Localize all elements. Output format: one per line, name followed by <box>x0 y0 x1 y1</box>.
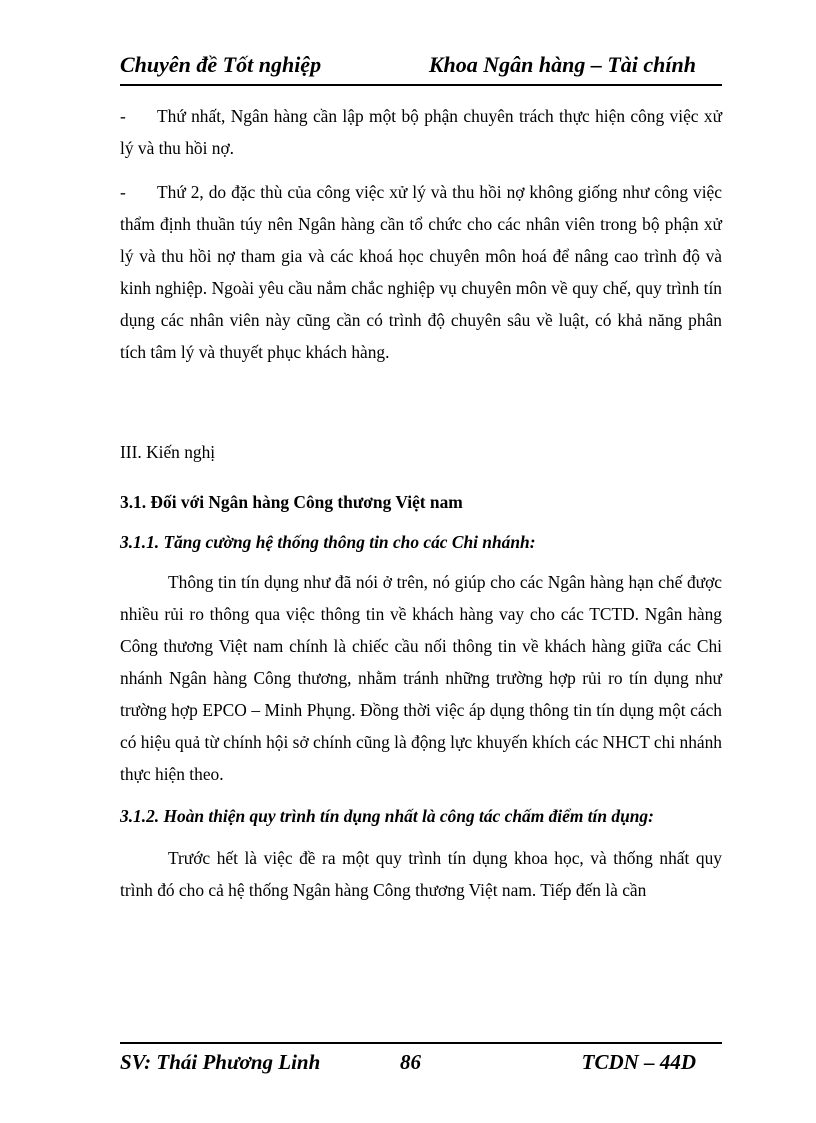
bullet-paragraph-2 <box>120 176 722 368</box>
paragraph-4: Trước hết là việc đề ra một quy trình tín dụng khoa học, và thống nhất quy trình đó cho cả hệ thống Ngân hàng Công thương Việt nam. Tiếp đến là cần <box>120 848 722 900</box>
paragraph-3: Thông tin tín dụng như đã nói ở trên, nó giúp cho các Ngân hàng hạn chế được nhiều rủi ro thông qua việc thông tin về khách hàng vay cho các TCTD. Ngân hàng Công thương Việt nam chính là chiếc cầu nối thông tin về khách hàng giữa các Chi nhánh Ngân hàng Công thương, nhằm tránh những trường hợp rủi ro tín dụng như trường hợp EPCO – Minh Phụng. Đồng thời việc áp dụng thông tin tín dụng một cách có hiệu quả từ chính hội sở chính cũng là động lực khuyến khích các NHCT chi nhánh thực hiện theo. <box>120 572 722 784</box>
bullet-dash: - <box>120 182 126 202</box>
footer-student-name: SV: Thái Phương Linh <box>120 1050 321 1074</box>
bullet-paragraph-1 <box>120 100 722 164</box>
header-title: Chuyên đề Tốt nghiệp <box>120 52 322 77</box>
subsection-heading-3-1-2: 3.1.2. Hoàn thiện quy trình tín dụng nhất là công tác chấm điểm tín dụng: <box>120 806 654 826</box>
page-body <box>120 96 722 906</box>
footer-page-number: 86 <box>400 1050 421 1074</box>
page-header <box>120 50 722 86</box>
subsection-heading-3-1: 3.1. Đối với Ngân hàng Công thương Việt nam <box>120 492 463 512</box>
bullet-dash: - <box>120 106 126 126</box>
paragraph-text: Thứ 2, do đặc thù của công việc xử lý và thu hồi nợ không giống như công việc thẩm định thuần túy nên Ngân hàng cần tổ chức cho các nhân viên trong bộ phận xử lý và thu hồi nợ tham gia và các khoá học chuyên môn hoá để nâng cao trình độ và kinh nghiệp. Ngoài yêu cầu nắm chắc nghiệp vụ chuyên môn về quy chế, quy trình tín dụng các nhân viên này cũng cần có trình độ chuyên sâu về luật, có khả năng phân tích tâm lý và thuyết phục khách hàng. <box>120 182 722 362</box>
section-heading: III. Kiến nghị <box>120 442 216 462</box>
subsection-heading-3-1-1: 3.1.1. Tăng cường hệ thống thông tin cho các Chi nhánh: <box>120 532 536 552</box>
footer-class-code: TCDN – 44D <box>581 1050 696 1074</box>
page-footer <box>120 1042 722 1080</box>
header-department: Khoa Ngân hàng – Tài chính <box>428 52 696 77</box>
paragraph-text: Thứ nhất, Ngân hàng cần lập một bộ phận chuyên trách thực hiện công việc xử lý và thu hồi nợ. <box>120 106 722 158</box>
